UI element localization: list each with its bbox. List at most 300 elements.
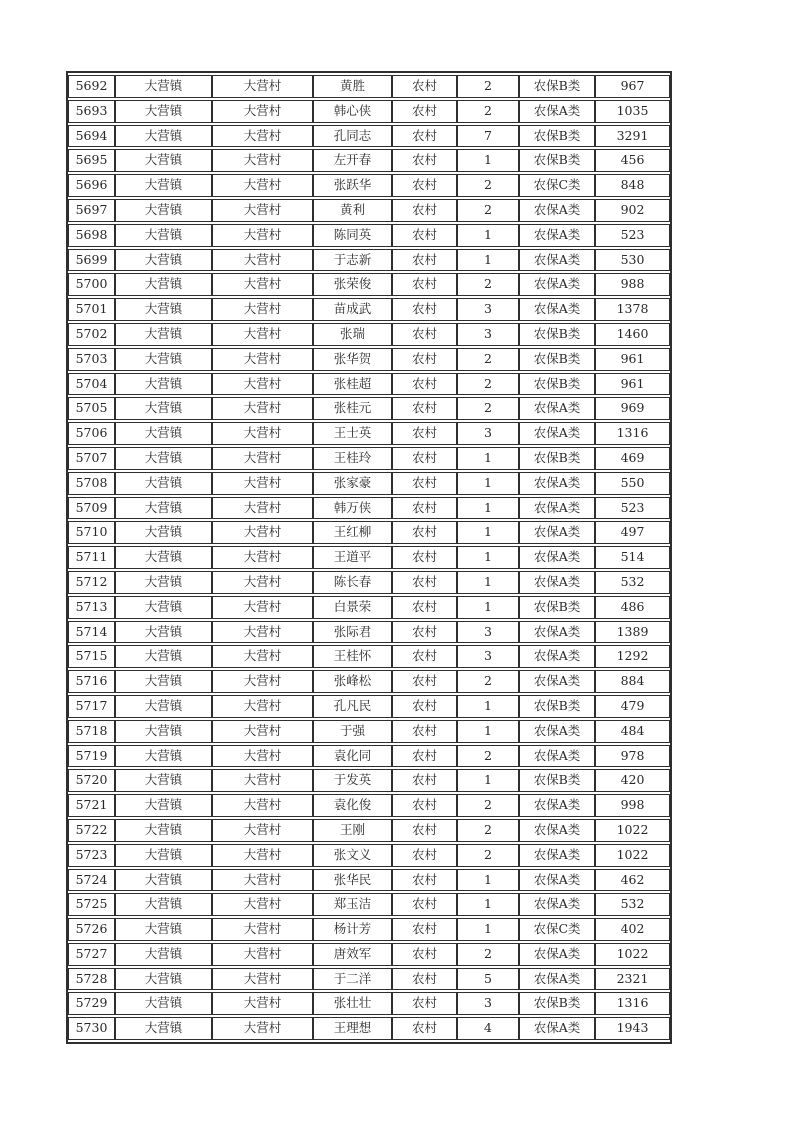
table-cell-town: 大营镇 — [115, 819, 212, 842]
table-cell-count: 2 — [457, 273, 519, 296]
table-cell-count: 1 — [457, 695, 519, 718]
table-cell-town: 大营镇 — [115, 546, 212, 569]
table-cell-insurance-type: 农保A类 — [519, 397, 595, 420]
table-cell-id: 5715 — [68, 645, 115, 668]
table-cell-village: 大营村 — [212, 472, 313, 495]
table-cell-town: 大营镇 — [115, 422, 212, 445]
table-cell-village: 大营村 — [212, 621, 313, 644]
table-cell-village: 大营村 — [212, 596, 313, 619]
table-cell-id: 5716 — [68, 670, 115, 693]
table-cell-insurance-type: 农保A类 — [519, 199, 595, 222]
table-cell-amount: 1022 — [595, 943, 670, 966]
table-cell-insurance-type: 农保A类 — [519, 943, 595, 966]
table-cell-id: 5696 — [68, 174, 115, 197]
table-cell-id: 5714 — [68, 621, 115, 644]
table-cell-town: 大营镇 — [115, 720, 212, 743]
table-row — [68, 645, 670, 668]
table-cell-amount: 462 — [595, 869, 670, 892]
table-cell-town: 大营镇 — [115, 149, 212, 172]
table-row — [68, 422, 670, 445]
table-row — [68, 323, 670, 346]
table-cell-town: 大营镇 — [115, 992, 212, 1015]
table-cell-category: 农村 — [392, 521, 457, 544]
table-cell-town: 大营镇 — [115, 447, 212, 470]
table-cell-town: 大营镇 — [115, 273, 212, 296]
table-cell-category: 农村 — [392, 819, 457, 842]
table-cell-name: 于发英 — [313, 769, 392, 792]
table-cell-amount: 532 — [595, 893, 670, 916]
table-cell-amount: 532 — [595, 571, 670, 594]
table-cell-insurance-type: 农保A类 — [519, 844, 595, 867]
table-cell-town: 大营镇 — [115, 1017, 212, 1040]
table-row — [68, 521, 670, 544]
table-row — [68, 844, 670, 867]
table-cell-amount: 523 — [595, 497, 670, 520]
table-cell-insurance-type: 农保B类 — [519, 348, 595, 371]
table-row — [68, 125, 670, 148]
table-cell-category: 农村 — [392, 174, 457, 197]
table-cell-village: 大营村 — [212, 348, 313, 371]
table-cell-amount: 1316 — [595, 422, 670, 445]
table-cell-amount: 469 — [595, 447, 670, 470]
table-row — [68, 745, 670, 768]
table-cell-town: 大营镇 — [115, 695, 212, 718]
table-cell-village: 大营村 — [212, 695, 313, 718]
table-cell-name: 于志新 — [313, 249, 392, 272]
table-cell-town: 大营镇 — [115, 745, 212, 768]
records-table-body — [68, 75, 670, 1040]
table-row — [68, 571, 670, 594]
table-row — [68, 720, 670, 743]
table-cell-town: 大营镇 — [115, 224, 212, 247]
table-cell-id: 5721 — [68, 794, 115, 817]
table-cell-insurance-type: 农保C类 — [519, 174, 595, 197]
table-row — [68, 298, 670, 321]
table-cell-name: 王桂玲 — [313, 447, 392, 470]
table-cell-insurance-type: 农保A类 — [519, 621, 595, 644]
table-cell-count: 1 — [457, 521, 519, 544]
table-cell-village: 大营村 — [212, 149, 313, 172]
table-cell-insurance-type: 农保A类 — [519, 521, 595, 544]
table-cell-count: 3 — [457, 621, 519, 644]
table-cell-village: 大营村 — [212, 819, 313, 842]
table-row — [68, 769, 670, 792]
table-cell-town: 大营镇 — [115, 100, 212, 123]
table-cell-id: 5702 — [68, 323, 115, 346]
table-cell-count: 1 — [457, 472, 519, 495]
table-cell-village: 大营村 — [212, 447, 313, 470]
table-cell-category: 农村 — [392, 397, 457, 420]
table-cell-amount: 967 — [595, 75, 670, 98]
table-cell-name: 王桂怀 — [313, 645, 392, 668]
table-cell-id: 5728 — [68, 968, 115, 991]
table-row — [68, 546, 670, 569]
table-cell-name: 张文义 — [313, 844, 392, 867]
table-cell-count: 7 — [457, 125, 519, 148]
table-cell-village: 大营村 — [212, 373, 313, 396]
table-cell-town: 大营镇 — [115, 621, 212, 644]
table-cell-id: 5724 — [68, 869, 115, 892]
table-row — [68, 1017, 670, 1040]
table-cell-village: 大营村 — [212, 75, 313, 98]
table-cell-name: 张瑞 — [313, 323, 392, 346]
table-cell-village: 大营村 — [212, 844, 313, 867]
table-cell-count: 5 — [457, 968, 519, 991]
table-cell-village: 大营村 — [212, 546, 313, 569]
table-cell-category: 农村 — [392, 447, 457, 470]
table-cell-category: 农村 — [392, 769, 457, 792]
table-cell-amount: 961 — [595, 348, 670, 371]
table-cell-id: 5719 — [68, 745, 115, 768]
table-cell-amount: 550 — [595, 472, 670, 495]
table-cell-insurance-type: 农保C类 — [519, 918, 595, 941]
table-cell-village: 大营村 — [212, 720, 313, 743]
table-cell-village: 大营村 — [212, 869, 313, 892]
table-cell-id: 5710 — [68, 521, 115, 544]
table-cell-insurance-type: 农保A类 — [519, 422, 595, 445]
table-cell-insurance-type: 农保A类 — [519, 546, 595, 569]
table-cell-count: 1 — [457, 546, 519, 569]
table-cell-count: 1 — [457, 893, 519, 916]
table-cell-town: 大营镇 — [115, 968, 212, 991]
table-cell-town: 大营镇 — [115, 596, 212, 619]
table-cell-id: 5703 — [68, 348, 115, 371]
table-cell-amount: 1022 — [595, 844, 670, 867]
table-row — [68, 992, 670, 1015]
table-cell-id: 5695 — [68, 149, 115, 172]
table-cell-insurance-type: 农保A类 — [519, 720, 595, 743]
table-cell-id: 5707 — [68, 447, 115, 470]
table-row — [68, 174, 670, 197]
table-row — [68, 943, 670, 966]
table-cell-amount: 523 — [595, 224, 670, 247]
table-cell-insurance-type: 农保B类 — [519, 769, 595, 792]
table-cell-count: 2 — [457, 373, 519, 396]
table-cell-category: 农村 — [392, 224, 457, 247]
table-cell-town: 大营镇 — [115, 348, 212, 371]
table-cell-category: 农村 — [392, 918, 457, 941]
table-cell-town: 大营镇 — [115, 869, 212, 892]
table-cell-id: 5704 — [68, 373, 115, 396]
table-cell-id: 5698 — [68, 224, 115, 247]
table-cell-name: 王红柳 — [313, 521, 392, 544]
table-cell-amount: 1292 — [595, 645, 670, 668]
table-cell-id: 5699 — [68, 249, 115, 272]
table-cell-village: 大营村 — [212, 745, 313, 768]
table-cell-amount: 998 — [595, 794, 670, 817]
table-cell-village: 大营村 — [212, 224, 313, 247]
table-cell-count: 1 — [457, 720, 519, 743]
table-cell-category: 农村 — [392, 893, 457, 916]
table-cell-insurance-type: 农保B类 — [519, 323, 595, 346]
table-cell-amount: 969 — [595, 397, 670, 420]
table-cell-id: 5708 — [68, 472, 115, 495]
table-cell-insurance-type: 农保A类 — [519, 298, 595, 321]
table-cell-amount: 1378 — [595, 298, 670, 321]
table-cell-amount: 2321 — [595, 968, 670, 991]
table-cell-category: 农村 — [392, 149, 457, 172]
table-cell-category: 农村 — [392, 794, 457, 817]
table-cell-town: 大营镇 — [115, 918, 212, 941]
table-cell-insurance-type: 农保B类 — [519, 125, 595, 148]
table-cell-category: 农村 — [392, 125, 457, 148]
table-cell-category: 农村 — [392, 348, 457, 371]
table-cell-name: 韩心侠 — [313, 100, 392, 123]
table-cell-insurance-type: 农保A类 — [519, 893, 595, 916]
table-cell-village: 大营村 — [212, 670, 313, 693]
table-cell-name: 黄利 — [313, 199, 392, 222]
table-cell-category: 农村 — [392, 992, 457, 1015]
table-row — [68, 968, 670, 991]
table-cell-count: 1 — [457, 769, 519, 792]
table-cell-count: 3 — [457, 422, 519, 445]
table-cell-category: 农村 — [392, 75, 457, 98]
table-cell-name: 于强 — [313, 720, 392, 743]
table-cell-count: 2 — [457, 943, 519, 966]
table-row — [68, 918, 670, 941]
table-cell-insurance-type: 农保A类 — [519, 745, 595, 768]
table-cell-amount: 978 — [595, 745, 670, 768]
table-cell-amount: 420 — [595, 769, 670, 792]
table-cell-town: 大营镇 — [115, 794, 212, 817]
table-cell-category: 农村 — [392, 1017, 457, 1040]
table-cell-category: 农村 — [392, 298, 457, 321]
table-cell-count: 3 — [457, 992, 519, 1015]
table-cell-insurance-type: 农保A类 — [519, 869, 595, 892]
table-cell-village: 大营村 — [212, 943, 313, 966]
table-cell-count: 3 — [457, 645, 519, 668]
table-cell-insurance-type: 农保A类 — [519, 249, 595, 272]
table-cell-name: 陈同英 — [313, 224, 392, 247]
table-cell-village: 大营村 — [212, 918, 313, 941]
table-cell-town: 大营镇 — [115, 174, 212, 197]
table-cell-count: 2 — [457, 794, 519, 817]
table-row — [68, 373, 670, 396]
table-cell-name: 张桂超 — [313, 373, 392, 396]
table-cell-insurance-type: 农保A类 — [519, 1017, 595, 1040]
table-cell-name: 王理想 — [313, 1017, 392, 1040]
table-cell-town: 大营镇 — [115, 472, 212, 495]
table-cell-count: 2 — [457, 745, 519, 768]
table-cell-name: 张桂元 — [313, 397, 392, 420]
table-cell-name: 王士英 — [313, 422, 392, 445]
table-cell-count: 2 — [457, 397, 519, 420]
table-cell-insurance-type: 农保B类 — [519, 75, 595, 98]
table-cell-count: 2 — [457, 844, 519, 867]
table-cell-count: 3 — [457, 298, 519, 321]
table-cell-name: 孔同志 — [313, 125, 392, 148]
table-row — [68, 447, 670, 470]
table-cell-amount: 530 — [595, 249, 670, 272]
table-cell-category: 农村 — [392, 100, 457, 123]
table-cell-insurance-type: 农保B类 — [519, 149, 595, 172]
table-cell-village: 大营村 — [212, 794, 313, 817]
table-cell-village: 大营村 — [212, 422, 313, 445]
table-cell-village: 大营村 — [212, 992, 313, 1015]
table-row — [68, 670, 670, 693]
table-cell-name: 苗成武 — [313, 298, 392, 321]
table-cell-name: 郑玉洁 — [313, 893, 392, 916]
table-cell-category: 农村 — [392, 943, 457, 966]
table-cell-insurance-type: 农保A类 — [519, 497, 595, 520]
table-cell-town: 大营镇 — [115, 571, 212, 594]
table-cell-village: 大营村 — [212, 273, 313, 296]
table-cell-town: 大营镇 — [115, 249, 212, 272]
table-cell-category: 农村 — [392, 645, 457, 668]
table-cell-amount: 1316 — [595, 992, 670, 1015]
table-cell-village: 大营村 — [212, 397, 313, 420]
records-table — [66, 71, 672, 1044]
table-cell-town: 大营镇 — [115, 769, 212, 792]
table-cell-id: 5712 — [68, 571, 115, 594]
table-cell-count: 1 — [457, 149, 519, 172]
table-row — [68, 869, 670, 892]
table-cell-name: 张家豪 — [313, 472, 392, 495]
table-row — [68, 397, 670, 420]
table-cell-amount: 3291 — [595, 125, 670, 148]
table-cell-insurance-type: 农保B类 — [519, 373, 595, 396]
table-cell-village: 大营村 — [212, 199, 313, 222]
table-cell-category: 农村 — [392, 546, 457, 569]
table-cell-town: 大营镇 — [115, 893, 212, 916]
table-cell-category: 农村 — [392, 670, 457, 693]
table-cell-amount: 402 — [595, 918, 670, 941]
table-cell-village: 大营村 — [212, 645, 313, 668]
table-cell-name: 王刚 — [313, 819, 392, 842]
table-cell-village: 大营村 — [212, 1017, 313, 1040]
table-cell-name: 张华民 — [313, 869, 392, 892]
table-cell-insurance-type: 农保A类 — [519, 472, 595, 495]
table-cell-category: 农村 — [392, 745, 457, 768]
table-cell-village: 大营村 — [212, 497, 313, 520]
table-cell-id: 5705 — [68, 397, 115, 420]
table-cell-insurance-type: 农保B类 — [519, 695, 595, 718]
table-cell-id: 5692 — [68, 75, 115, 98]
table-cell-amount: 961 — [595, 373, 670, 396]
table-cell-village: 大营村 — [212, 249, 313, 272]
table-cell-id: 5700 — [68, 273, 115, 296]
table-cell-town: 大营镇 — [115, 497, 212, 520]
table-cell-id: 5706 — [68, 422, 115, 445]
table-cell-count: 2 — [457, 174, 519, 197]
table-cell-id: 5711 — [68, 546, 115, 569]
table-row — [68, 621, 670, 644]
table-cell-id: 5701 — [68, 298, 115, 321]
table-cell-name: 陈长春 — [313, 571, 392, 594]
table-row — [68, 497, 670, 520]
table-cell-category: 农村 — [392, 596, 457, 619]
table-cell-category: 农村 — [392, 844, 457, 867]
table-row — [68, 199, 670, 222]
table-cell-category: 农村 — [392, 422, 457, 445]
table-cell-count: 2 — [457, 348, 519, 371]
table-cell-village: 大营村 — [212, 893, 313, 916]
table-cell-amount: 479 — [595, 695, 670, 718]
table-cell-amount: 902 — [595, 199, 670, 222]
table-cell-category: 农村 — [392, 199, 457, 222]
table-cell-name: 张峰松 — [313, 670, 392, 693]
table-cell-category: 农村 — [392, 869, 457, 892]
table-cell-amount: 1943 — [595, 1017, 670, 1040]
table-cell-count: 1 — [457, 497, 519, 520]
table-cell-town: 大营镇 — [115, 943, 212, 966]
table-cell-id: 5727 — [68, 943, 115, 966]
table-cell-amount: 884 — [595, 670, 670, 693]
table-cell-count: 2 — [457, 75, 519, 98]
table-cell-amount: 456 — [595, 149, 670, 172]
table-cell-count: 1 — [457, 571, 519, 594]
table-cell-id: 5693 — [68, 100, 115, 123]
table-cell-name: 白景荣 — [313, 596, 392, 619]
table-cell-count: 1 — [457, 249, 519, 272]
table-cell-category: 农村 — [392, 323, 457, 346]
table-cell-id: 5730 — [68, 1017, 115, 1040]
table-cell-name: 张壮壮 — [313, 992, 392, 1015]
table-cell-count: 2 — [457, 819, 519, 842]
table-cell-category: 农村 — [392, 273, 457, 296]
table-cell-amount: 1022 — [595, 819, 670, 842]
table-row — [68, 819, 670, 842]
table-cell-id: 5723 — [68, 844, 115, 867]
table-cell-id: 5697 — [68, 199, 115, 222]
table-cell-insurance-type: 农保A类 — [519, 670, 595, 693]
table-cell-count: 2 — [457, 199, 519, 222]
table-row — [68, 893, 670, 916]
table-cell-count: 1 — [457, 918, 519, 941]
table-row — [68, 100, 670, 123]
table-row — [68, 224, 670, 247]
table-cell-id: 5722 — [68, 819, 115, 842]
table-cell-name: 于二洋 — [313, 968, 392, 991]
table-cell-category: 农村 — [392, 497, 457, 520]
table-cell-town: 大营镇 — [115, 844, 212, 867]
table-cell-village: 大营村 — [212, 174, 313, 197]
table-cell-category: 农村 — [392, 249, 457, 272]
table-cell-insurance-type: 农保A类 — [519, 819, 595, 842]
table-cell-village: 大营村 — [212, 521, 313, 544]
table-cell-category: 农村 — [392, 695, 457, 718]
table-row — [68, 596, 670, 619]
table-cell-category: 农村 — [392, 472, 457, 495]
table-cell-id: 5713 — [68, 596, 115, 619]
table-cell-count: 3 — [457, 323, 519, 346]
table-cell-amount: 1460 — [595, 323, 670, 346]
table-cell-category: 农村 — [392, 621, 457, 644]
table-cell-name: 王道平 — [313, 546, 392, 569]
table-cell-name: 袁化俊 — [313, 794, 392, 817]
table-cell-insurance-type: 农保A类 — [519, 645, 595, 668]
table-cell-village: 大营村 — [212, 769, 313, 792]
table-cell-village: 大营村 — [212, 298, 313, 321]
table-cell-insurance-type: 农保A类 — [519, 224, 595, 247]
table-row — [68, 472, 670, 495]
table-cell-village: 大营村 — [212, 968, 313, 991]
table-cell-category: 农村 — [392, 968, 457, 991]
table-cell-id: 5729 — [68, 992, 115, 1015]
table-cell-id: 5694 — [68, 125, 115, 148]
table-cell-id: 5717 — [68, 695, 115, 718]
table-cell-id: 5726 — [68, 918, 115, 941]
table-row — [68, 695, 670, 718]
table-cell-name: 张际君 — [313, 621, 392, 644]
table-cell-insurance-type: 农保A类 — [519, 571, 595, 594]
table-cell-amount: 484 — [595, 720, 670, 743]
table-cell-name: 张跃华 — [313, 174, 392, 197]
table-cell-town: 大营镇 — [115, 323, 212, 346]
table-row — [68, 149, 670, 172]
table-cell-id: 5718 — [68, 720, 115, 743]
table-cell-id: 5720 — [68, 769, 115, 792]
